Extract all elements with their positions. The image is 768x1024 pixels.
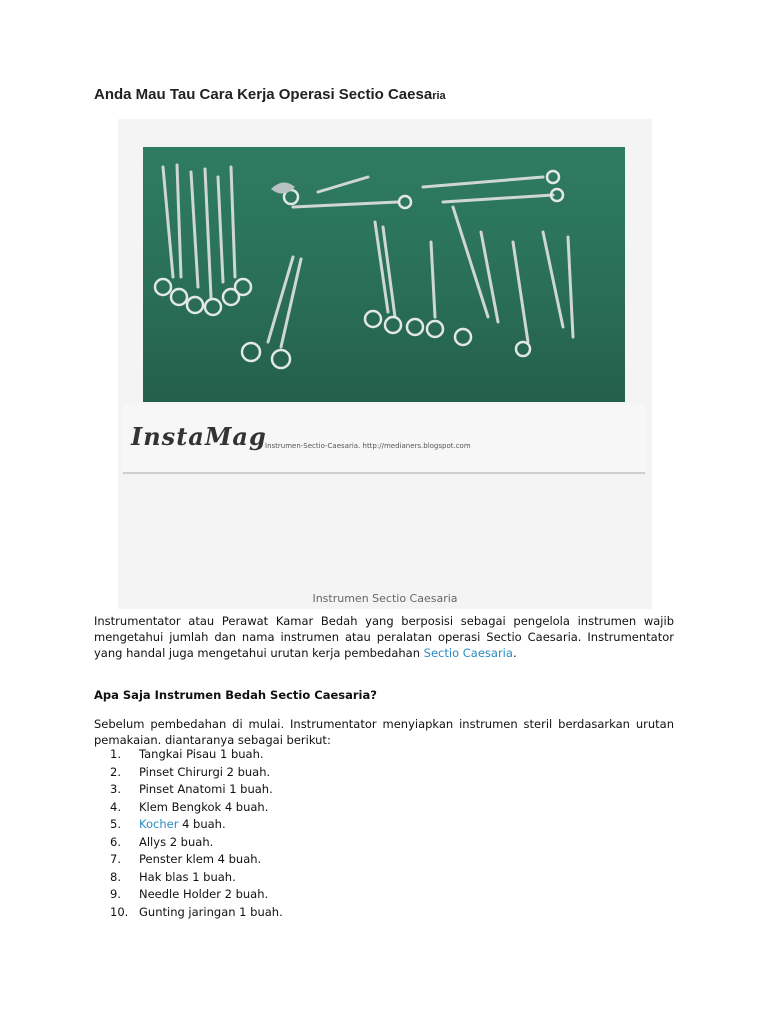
figure-caption: Instrumen Sectio Caesaria bbox=[312, 592, 458, 605]
list-text: 4 buah. bbox=[178, 817, 226, 831]
instrument-figure bbox=[118, 119, 652, 609]
instrument-photo bbox=[143, 147, 625, 402]
sectio-caesaria-link[interactable]: Sectio Caesaria bbox=[423, 646, 513, 660]
list-text: Allys 2 buah. bbox=[139, 834, 214, 849]
list-item bbox=[110, 869, 283, 887]
list-number: 5. bbox=[110, 817, 121, 831]
list-text: Tangkai Pisau 1 buah. bbox=[139, 747, 264, 761]
list-text: Pinset Anatomi 1 buah. bbox=[139, 782, 273, 796]
article-title bbox=[94, 86, 446, 103]
list-number: 6. bbox=[110, 834, 121, 849]
watermark-text: Instrumen-Sectio-Caesaria. http://medianers.blogspot.com bbox=[265, 442, 471, 450]
list-number: 10. bbox=[110, 904, 129, 919]
list-text: Pinset Chirurgi 2 buah. bbox=[139, 764, 271, 779]
list-item bbox=[110, 746, 283, 764]
list-text: Gunting jaringan 1 buah. bbox=[139, 904, 283, 919]
list-number: 1. bbox=[110, 747, 121, 761]
list-number: 9. bbox=[110, 887, 121, 901]
kocher-link[interactable]: Kocher bbox=[139, 817, 179, 831]
list-item bbox=[110, 799, 283, 817]
section-heading: Apa Saja Instrumen Bedah Sectio Caesaria? bbox=[94, 688, 377, 702]
list-item bbox=[110, 781, 283, 799]
list-number: 7. bbox=[110, 852, 121, 866]
intro-end: . bbox=[512, 646, 517, 660]
list-number: 8. bbox=[110, 869, 121, 884]
list-text: Hak blas 1 buah. bbox=[139, 869, 236, 884]
list-text: Klem Bengkok 4 buah. bbox=[139, 799, 269, 814]
list-text: Penster klem 4 buah. bbox=[139, 852, 262, 866]
instrument-list bbox=[110, 746, 283, 921]
watermark-logo: InstaMag bbox=[131, 422, 267, 451]
section-paragraph: Sebelum pembedahan di mulai. Instrumentator menyiapkan instrumen steril berdasarkan urutan pemakaian. diantaranya sebagai berikut: bbox=[94, 717, 674, 747]
surgical-instruments-illustration bbox=[143, 147, 625, 402]
intro-paragraph bbox=[94, 613, 674, 661]
photo-watermark bbox=[123, 404, 645, 474]
list-item bbox=[110, 834, 283, 852]
intro-text: Instrumentator atau Perawat Kamar Bedah yang berposisi sebagai pengelola instrumen wajib mengetahui jumlah dan nama instrumen atau peralatan operasi Sectio Caesaria. Instrumentator yang handal juga mengetahui urutan kerja pembedahan bbox=[94, 614, 674, 660]
list-item bbox=[110, 764, 283, 782]
title-tail: ria bbox=[432, 90, 446, 102]
title-main: Anda Mau Tau Cara Kerja Operasi Sectio Caesa bbox=[94, 86, 433, 103]
list-text: Needle Holder 2 buah. bbox=[139, 887, 269, 901]
list-item bbox=[110, 816, 283, 834]
list-item bbox=[110, 886, 283, 904]
list-number: 4. bbox=[110, 799, 121, 814]
list-item bbox=[110, 851, 283, 869]
list-number: 3. bbox=[110, 782, 121, 796]
list-number: 2. bbox=[110, 764, 121, 779]
list-item bbox=[110, 904, 283, 922]
